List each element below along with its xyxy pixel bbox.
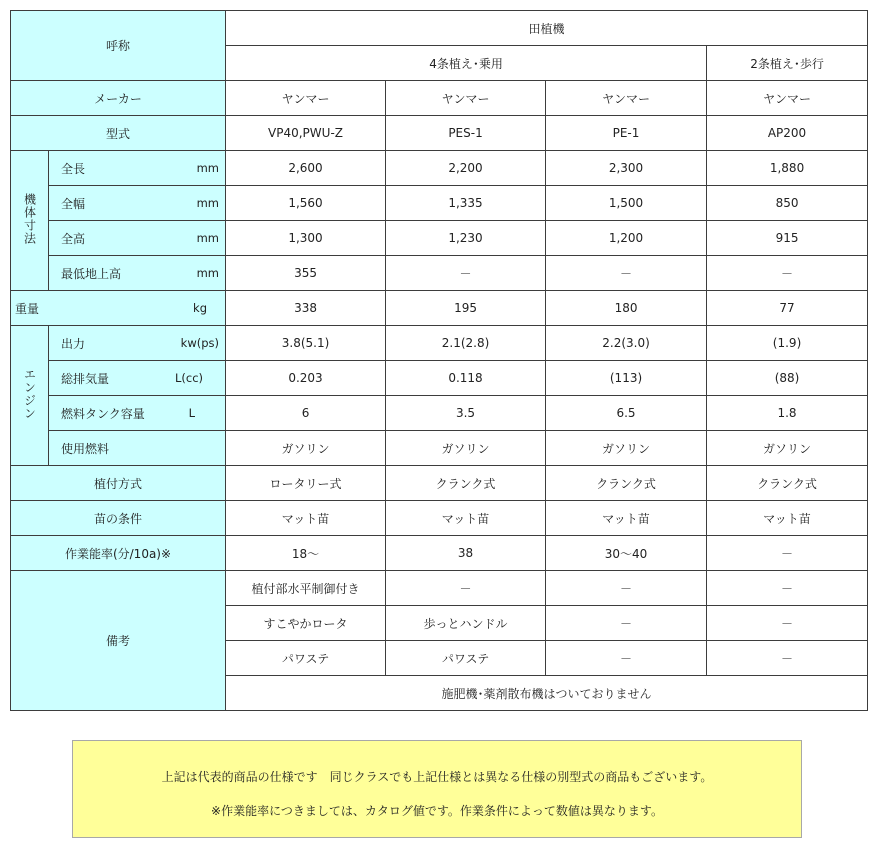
cell: 0.118 xyxy=(386,361,546,396)
cell: 植付部水平制御付き xyxy=(226,571,386,606)
cell: ロータリー式 xyxy=(226,466,386,501)
cell: 1,500 xyxy=(546,186,707,221)
cell: ガソリン xyxy=(707,431,868,466)
cell: － xyxy=(707,536,868,571)
cell: 2.2(3.0) xyxy=(546,326,707,361)
row-maker xyxy=(11,81,868,116)
row-engine xyxy=(11,361,868,396)
row-weight xyxy=(11,291,868,326)
row-engine xyxy=(11,326,868,361)
cell: ヤンマー xyxy=(546,81,707,116)
row-label: 使用燃料 xyxy=(49,431,226,466)
cell: 195 xyxy=(386,291,546,326)
cell: － xyxy=(707,641,868,676)
header-group-ride: 4条植え･乗用 xyxy=(226,46,707,81)
row-label: 重量 kg xyxy=(11,291,226,326)
unit-label: kw(ps) xyxy=(180,336,220,350)
cell: 2,300 xyxy=(546,151,707,186)
cell: 38 xyxy=(386,536,546,571)
cell: 1,200 xyxy=(546,221,707,256)
cell: － xyxy=(386,571,546,606)
cell: 850 xyxy=(707,186,868,221)
cell: 6.5 xyxy=(546,396,707,431)
row-label: 備考 xyxy=(11,571,226,711)
cell: － xyxy=(707,256,868,291)
cell: 2.1(2.8) xyxy=(386,326,546,361)
cell: 1,560 xyxy=(226,186,386,221)
cell: ヤンマー xyxy=(226,81,386,116)
cell: 18～ xyxy=(226,536,386,571)
cell: － xyxy=(546,641,707,676)
cell: ガソリン xyxy=(546,431,707,466)
cell: クランク式 xyxy=(546,466,707,501)
row-label: 出力 kw(ps) xyxy=(49,326,226,361)
cell: 1,300 xyxy=(226,221,386,256)
header-category: 田植機 xyxy=(226,11,868,46)
row-label: 燃料タンク容量 L xyxy=(49,396,226,431)
spec-table xyxy=(10,10,868,711)
cell: PE-1 xyxy=(546,116,707,151)
row-label: 作業能率(分/10a)※ xyxy=(11,536,226,571)
row-label: 総排気量 L(cc) xyxy=(49,361,226,396)
cell: 77 xyxy=(707,291,868,326)
note-line-1: 上記は代表的商品の仕様です 同じクラスでも上記仕様とは異なる仕様の別型式の商品もございます。 xyxy=(161,770,713,784)
cell: 1,230 xyxy=(386,221,546,256)
row-label: 全長 mm xyxy=(49,151,226,186)
cell: (88) xyxy=(707,361,868,396)
cell: － xyxy=(707,571,868,606)
cell: マット苗 xyxy=(546,501,707,536)
cell: マット苗 xyxy=(707,501,868,536)
row-label: 植付方式 xyxy=(11,466,226,501)
row-label: 全幅 mm xyxy=(49,186,226,221)
cell: クランク式 xyxy=(707,466,868,501)
row-dimension xyxy=(11,151,868,186)
row-engine xyxy=(11,431,868,466)
cell: (1.9) xyxy=(707,326,868,361)
engine-group-label: エンジン xyxy=(11,326,49,466)
row-label: メーカー xyxy=(11,81,226,116)
cell: ガソリン xyxy=(386,431,546,466)
cell: クランク式 xyxy=(386,466,546,501)
unit-label: mm xyxy=(196,161,220,175)
cell: 915 xyxy=(707,221,868,256)
cell: 1.8 xyxy=(707,396,868,431)
row-label: 苗の条件 xyxy=(11,501,226,536)
cell: － xyxy=(546,571,707,606)
cell: すこやかロータ xyxy=(226,606,386,641)
cell: 1,335 xyxy=(386,186,546,221)
row-seedling xyxy=(11,501,868,536)
unit-label: mm xyxy=(196,266,220,280)
unit-label: L(cc) xyxy=(174,371,204,385)
cell: － xyxy=(386,256,546,291)
cell: 30～40 xyxy=(546,536,707,571)
row-label: 最低地上高 mm xyxy=(49,256,226,291)
cell: (113) xyxy=(546,361,707,396)
row-dimension xyxy=(11,221,868,256)
header-group-walk: 2条植え･歩行 xyxy=(707,46,868,81)
cell: 6 xyxy=(226,396,386,431)
cell: 3.5 xyxy=(386,396,546,431)
unit-label: kg xyxy=(193,301,208,315)
cell: 2,200 xyxy=(386,151,546,186)
cell: PES-1 xyxy=(386,116,546,151)
header-row-1 xyxy=(11,11,868,46)
row-engine xyxy=(11,396,868,431)
cell: ヤンマー xyxy=(386,81,546,116)
row-label: 型式 xyxy=(11,116,226,151)
header-label: 呼称 xyxy=(11,11,226,81)
cell: 355 xyxy=(226,256,386,291)
row-model xyxy=(11,116,868,151)
row-capacity xyxy=(11,536,868,571)
cell: マット苗 xyxy=(386,501,546,536)
cell: 3.8(5.1) xyxy=(226,326,386,361)
cell: 2,600 xyxy=(226,151,386,186)
cell: － xyxy=(546,606,707,641)
row-dimension xyxy=(11,256,868,291)
row-planting xyxy=(11,466,868,501)
cell: ヤンマー xyxy=(707,81,868,116)
cell: ガソリン xyxy=(226,431,386,466)
row-remarks xyxy=(11,571,868,606)
cell: マット苗 xyxy=(226,501,386,536)
note-line-2: ※作業能率につきましては、カタログ値です。作業条件によって数値は異なります。 xyxy=(211,804,663,818)
cell: 0.203 xyxy=(226,361,386,396)
cell: 338 xyxy=(226,291,386,326)
unit-label: mm xyxy=(196,196,220,210)
row-label: 全高 mm xyxy=(49,221,226,256)
unit-label: L xyxy=(188,406,196,420)
row-dimension xyxy=(11,186,868,221)
remarks-footer: 施肥機･薬剤散布機はついておりません xyxy=(226,676,868,711)
cell: 1,880 xyxy=(707,151,868,186)
dimensions-group-label: 機体寸法 xyxy=(11,151,49,291)
notes-box xyxy=(72,740,802,838)
cell: AP200 xyxy=(707,116,868,151)
cell: 歩っとハンドル xyxy=(386,606,546,641)
cell: － xyxy=(707,606,868,641)
unit-label: mm xyxy=(196,231,220,245)
cell: VP40,PWU-Z xyxy=(226,116,386,151)
cell: パワステ xyxy=(226,641,386,676)
cell: パワステ xyxy=(386,641,546,676)
cell: 180 xyxy=(546,291,707,326)
cell: － xyxy=(546,256,707,291)
